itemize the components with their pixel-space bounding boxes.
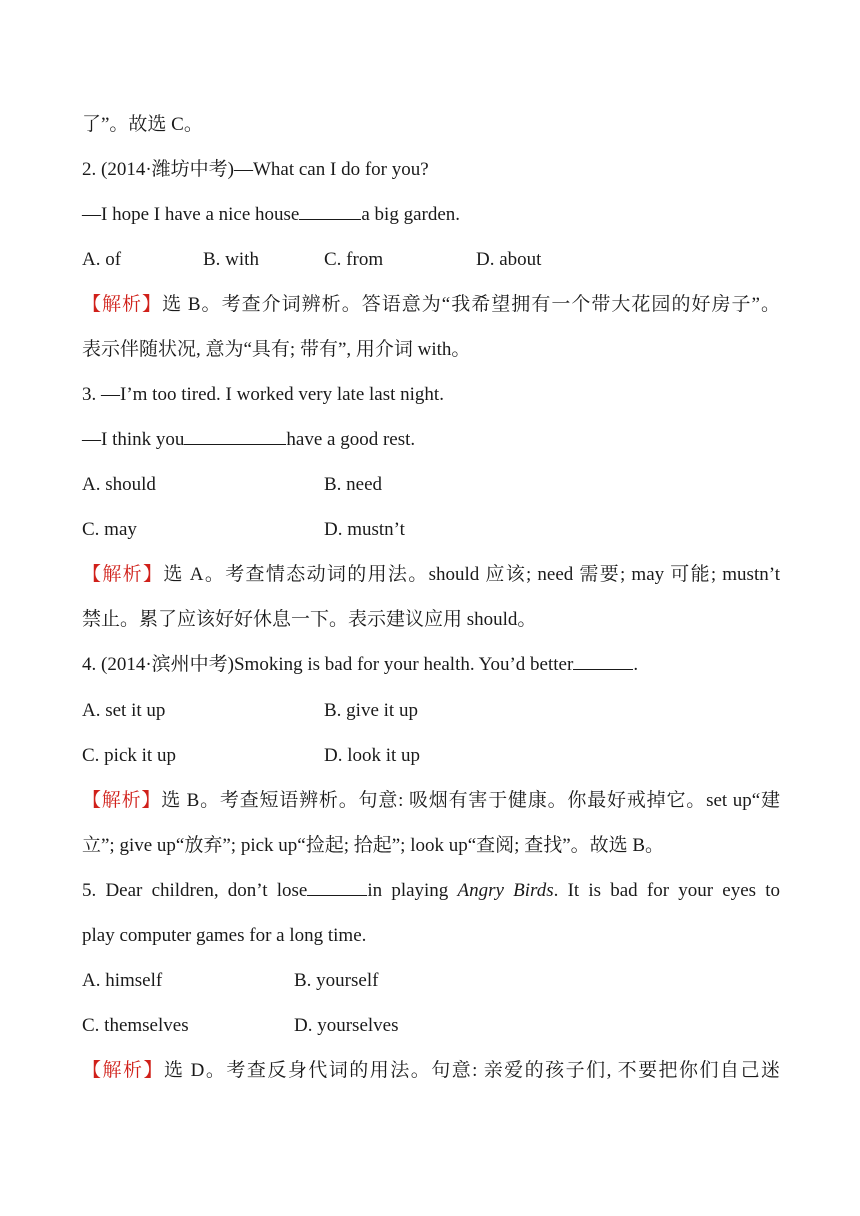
option-b: B. give it up (324, 700, 418, 721)
option-c: C. may (82, 519, 137, 540)
question-2-analysis-line-1: 【解析】选 B。考查介词辨析。答语意为“我希望拥有一个带大花园的好房子”。 (82, 294, 780, 315)
option-b: B. with (203, 249, 259, 270)
option-d: D. look it up (324, 745, 421, 766)
option-d: D. about (476, 249, 542, 270)
question-number: 5. (82, 880, 97, 901)
option-d: D. yourselves (294, 1015, 399, 1036)
option-a: A. of (82, 249, 122, 270)
question-2-options (82, 245, 780, 275)
option-b: B. yourself (294, 970, 379, 991)
answer-blank (184, 426, 286, 445)
question-5-options-row-1 (82, 966, 780, 996)
option-a: A. set it up (82, 700, 166, 721)
answer-blank (307, 877, 367, 896)
option-c: C. from (324, 249, 384, 270)
question-4-stem: 4. (2014·滨州中考)Smoking is bad for your health. You’d better . (82, 650, 780, 680)
question-3-options-row-1 (82, 470, 780, 500)
question-5-options-row-2 (82, 1011, 780, 1041)
option-d: D. mustn’t (324, 519, 405, 540)
analysis-tag: 【解析】 (82, 790, 162, 811)
analysis-tag: 【解析】 (82, 564, 164, 585)
question-3-options-row-2 (82, 515, 780, 545)
question-3-analysis-line-2: 禁止。累了应该好好休息一下。表示建议应用 should。 (82, 609, 537, 630)
option-c: C. themselves (82, 1015, 189, 1036)
analysis-tag: 【解析】 (82, 1060, 164, 1081)
question-5-stem-line-2: play computer games for a long time. (82, 925, 367, 946)
question-number: 4. (82, 654, 97, 675)
question-4-options-row-2 (82, 741, 780, 771)
answer-blank (299, 201, 361, 220)
question-number: 2. (82, 159, 97, 180)
option-a: A. himself (82, 970, 163, 991)
previous-answer-tail: 了”。故选 C。 (82, 114, 203, 135)
question-3-response: —I think you have a good rest. (82, 425, 780, 455)
question-2-response: —I hope I have a nice house a big garden. (82, 200, 780, 230)
analysis-tag: 【解析】 (82, 294, 163, 315)
question-2-stem (82, 155, 780, 185)
option-b: B. need (324, 474, 383, 495)
question-5-analysis-line-1: 【解析】选 D。考查反身代词的用法。句意: 亲爱的孩子们, 不要把你们自己迷 (82, 1060, 780, 1081)
question-2-analysis-line-2: 表示伴随状况, 意为“具有; 带有”, 用介词 with。 (82, 339, 471, 360)
question-text: —I’m too tired. I worked very late last night. (101, 384, 444, 405)
question-3-analysis-line-1: 【解析】选 A。考查情态动词的用法。should 应该; need 需要; may 可能; mustn’t (82, 564, 780, 585)
question-4-options-row-1 (82, 696, 780, 726)
question-5-stem: 5. Dear children, don’t lose in playing Angry Birds. It is bad for your eyes to (82, 876, 780, 906)
option-c: C. pick it up (82, 745, 176, 766)
question-3-stem (82, 380, 780, 410)
option-a: A. should (82, 474, 156, 495)
answer-blank (573, 651, 633, 670)
question-4-analysis-line-2: 立”; give up“放弃”; pick up“捡起; 拾起”; look up“查阅; 查找”。故选 B。 (82, 835, 665, 856)
game-title: Angry Birds (457, 880, 554, 901)
question-4-analysis-line-1: 【解析】选 B。考查短语辨析。句意: 吸烟有害于健康。你最好戒掉它。set up“建 (82, 790, 780, 811)
question-text: (2014·潍坊中考)—What can I do for you? (101, 159, 429, 180)
question-number: 3. (82, 384, 97, 405)
